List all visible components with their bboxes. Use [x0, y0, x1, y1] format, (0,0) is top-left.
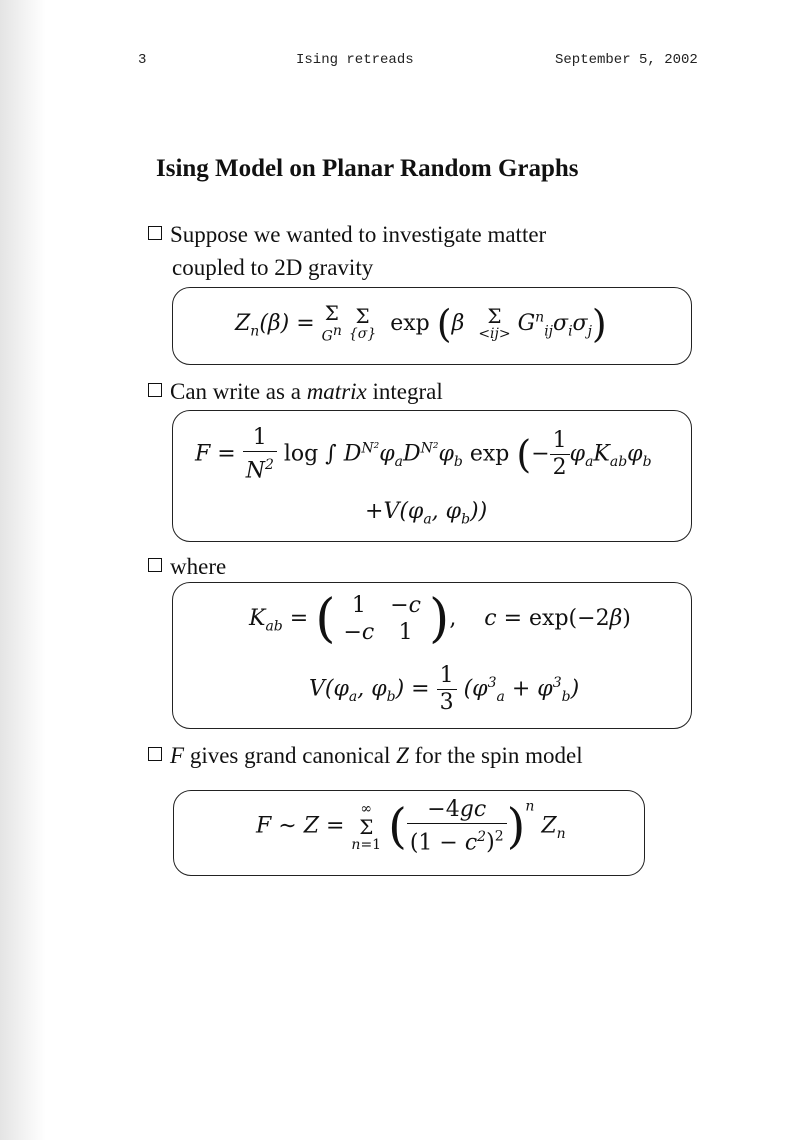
checkbox-icon: [148, 747, 162, 761]
bullet-2-text-pre: Can write as a: [170, 379, 307, 404]
checkbox-icon: [148, 558, 162, 572]
bullet-2-text-post: integral: [366, 379, 443, 404]
running-title: Ising retreads: [296, 52, 414, 68]
equation-box-definitions: [172, 582, 692, 729]
bullet-4-emphasis-z: Z: [396, 743, 409, 768]
checkbox-icon: [148, 226, 162, 240]
equation-potential: $V(\varphi_a$, $\varphi_b$) = $\frac{1}{3}$ $(\varphi^3_a + \varphi^3_b)$: [309, 663, 580, 715]
bullet-1-line-2: coupled to 2D gravity: [172, 255, 374, 280]
bullet-3-text: where: [170, 554, 227, 579]
equation-box-grand-canonical: [173, 790, 645, 876]
equation-box-partition-function: [172, 287, 692, 365]
equation-matrix-integral-line-2: $+V(\varphi_a$, $\varphi_b$)): [365, 499, 488, 528]
equation-box-matrix-integral: [172, 410, 692, 542]
checkbox-icon: [148, 383, 162, 397]
slide-title: Ising Model on Planar Random Graphs: [156, 155, 579, 182]
scan-edge-shadow: [0, 0, 46, 1140]
header-date: September 5, 2002: [555, 52, 698, 68]
equation-partition-function: $Z_n(\beta)$ = Σ $G^n$ Σ {σ} exp (β Σ <ij> $G^n_{ij}\sigma_i\sigma_j$): [235, 301, 607, 346]
equation-coupling-matrix: $K_{ab}$ = ( 1 −c −c 1 ), c = exp(−2β): [249, 589, 631, 649]
equation-matrix-integral-line-1: F = $\frac{1}{N^2}$ log ∫ $D^{N^2}\varphi_aD^{N^2}\varphi_b$ exp (− $\frac{1}{2}$ $\varphi_aK_{ab}\varphi_b$: [195, 425, 652, 484]
bullet-2: [148, 375, 443, 408]
bullet-4-emphasis-f: F: [170, 743, 185, 768]
bullet-2-emphasis: matrix: [306, 379, 367, 404]
bullet-1-line-1: Suppose we wanted to investigate matter: [170, 222, 547, 247]
page-header: [0, 52, 806, 72]
bullet-4-text-mid: gives grand canonical: [184, 743, 397, 768]
bullet-1: [148, 218, 546, 284]
bullet-4-text-post: for the spin model: [408, 743, 583, 768]
bullet-4: [148, 739, 583, 772]
bullet-3: [148, 550, 226, 583]
equation-grand-canonical: F ∼ Z = ∞ Σ n=1 ( $\frac{-4gc}{(1 - c^2)^2}$ )$^n$ $Z_n$: [256, 797, 566, 856]
page-number: 3: [138, 52, 147, 68]
